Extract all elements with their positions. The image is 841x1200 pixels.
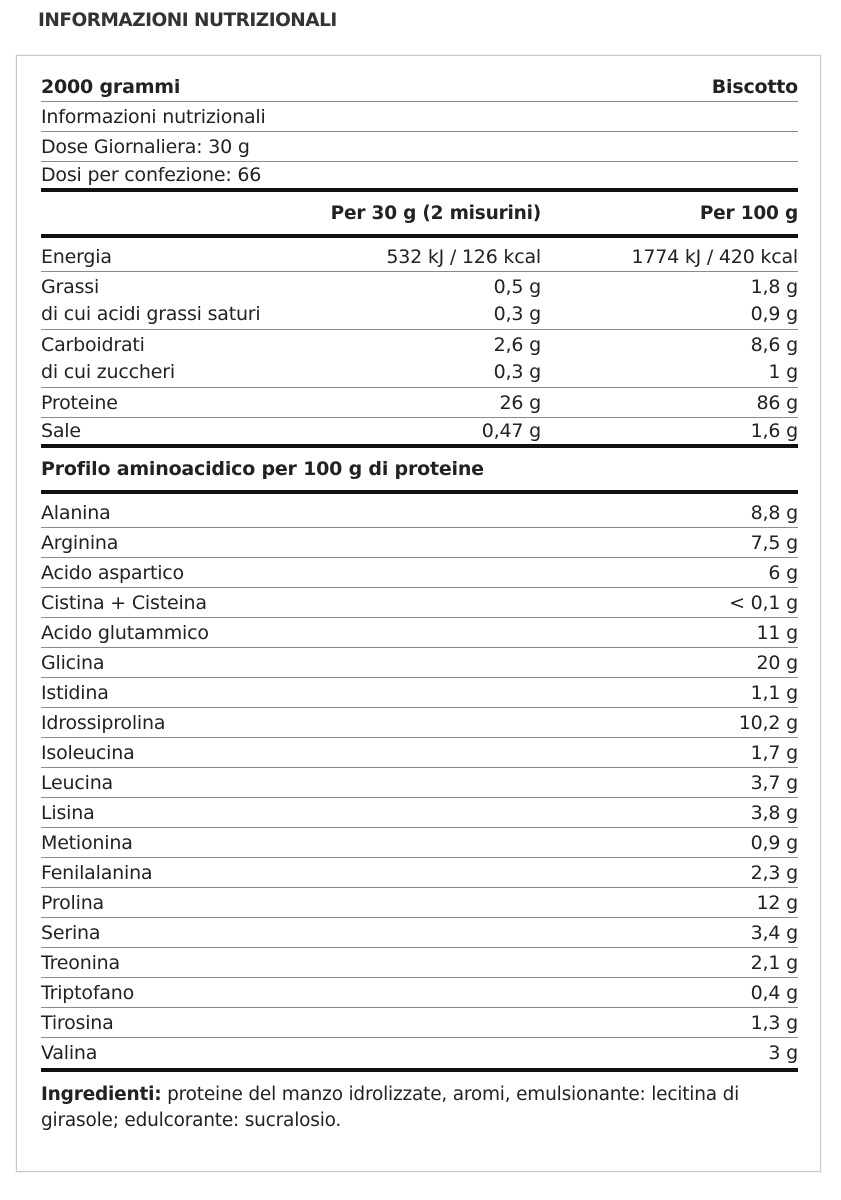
nutrient-row-proteine bbox=[41, 388, 798, 418]
nutrient-serving: 0,47 g bbox=[481, 420, 541, 442]
amino-name: Serina bbox=[41, 921, 101, 944]
nutrient-per100: 1,8 g bbox=[750, 275, 798, 298]
amino-row bbox=[41, 798, 798, 828]
nutrient-per100: 1774 kJ / 420 kcal bbox=[631, 245, 798, 268]
nutrient-group-carboidrati bbox=[41, 330, 798, 388]
servings-row bbox=[41, 162, 798, 192]
info-label-row bbox=[41, 102, 798, 132]
nutrient-group-grassi bbox=[41, 272, 798, 330]
info-label: Informazioni nutrizionali bbox=[41, 105, 266, 128]
nutrient-serving: 2,6 g bbox=[493, 333, 541, 356]
daily-dose-row bbox=[41, 132, 798, 162]
amino-value: 1,1 g bbox=[750, 681, 798, 704]
amino-name: Treonina bbox=[41, 951, 120, 974]
nutrient-row-carboidrati bbox=[41, 331, 798, 358]
amino-value: 3,8 g bbox=[750, 801, 798, 824]
amino-value: 3 g bbox=[768, 1042, 798, 1064]
amino-value: 0,9 g bbox=[750, 831, 798, 854]
nutrition-table bbox=[41, 72, 798, 1134]
nutrient-serving: 532 kJ / 126 kcal bbox=[386, 245, 541, 268]
product-weight-row bbox=[41, 72, 798, 102]
amino-name: Prolina bbox=[41, 891, 104, 914]
amino-name: Leucina bbox=[41, 771, 113, 794]
amino-name: Valina bbox=[41, 1042, 98, 1064]
amino-value: 3,4 g bbox=[750, 921, 798, 944]
nutrient-serving: 26 g bbox=[499, 391, 541, 414]
nutrient-name: Sale bbox=[41, 420, 81, 442]
ingredients-text: proteine del manzo idrolizzate, aromi, emulsionante: lecitina di girasole; edulcorante: sucralosio. bbox=[41, 1084, 740, 1131]
amino-name: Istidina bbox=[41, 681, 109, 704]
amino-row bbox=[41, 678, 798, 708]
nutrient-per100: 1 g bbox=[768, 360, 798, 383]
amino-profile-header bbox=[41, 448, 798, 494]
nutrient-row-zuccheri bbox=[41, 358, 798, 385]
amino-list bbox=[41, 494, 798, 1068]
amino-value: 3,7 g bbox=[750, 771, 798, 794]
amino-row bbox=[41, 708, 798, 738]
nutrition-header-row bbox=[41, 192, 798, 238]
amino-name: Fenilalanina bbox=[41, 861, 153, 884]
amino-row bbox=[41, 948, 798, 978]
nutrient-name: Carboidrati bbox=[41, 333, 145, 356]
amino-name: Alanina bbox=[41, 501, 111, 524]
amino-value: 7,5 g bbox=[750, 531, 798, 554]
amino-name: Glicina bbox=[41, 651, 105, 674]
amino-value: 11 g bbox=[756, 621, 798, 644]
amino-value: < 0,1 g bbox=[729, 591, 798, 614]
daily-dose: Dose Giornaliera: 30 g bbox=[41, 135, 250, 158]
nutrient-per100: 0,9 g bbox=[750, 302, 798, 325]
amino-row bbox=[41, 618, 798, 648]
nutrient-name: Grassi bbox=[41, 275, 100, 298]
amino-row bbox=[41, 978, 798, 1008]
amino-name: Metionina bbox=[41, 831, 133, 854]
product-weight: 2000 grammi bbox=[41, 75, 181, 98]
page-title: INFORMAZIONI NUTRIZIONALI bbox=[38, 10, 337, 31]
nutrient-name: Energia bbox=[41, 245, 112, 268]
amino-value: 1,7 g bbox=[750, 741, 798, 764]
column-header-serving: Per 30 g (2 misurini) bbox=[330, 202, 541, 224]
amino-row bbox=[41, 528, 798, 558]
nutrient-row-grassi bbox=[41, 273, 798, 300]
amino-value: 0,4 g bbox=[750, 981, 798, 1004]
ingredients bbox=[41, 1068, 798, 1134]
nutrient-row-energia bbox=[41, 242, 798, 272]
amino-value: 6 g bbox=[768, 561, 798, 584]
nutrient-serving: 0,3 g bbox=[493, 302, 541, 325]
nutrient-serving: 0,5 g bbox=[493, 275, 541, 298]
amino-name: Cistina + Cisteina bbox=[41, 591, 207, 614]
nutrient-per100: 1,6 g bbox=[750, 420, 798, 442]
nutrient-per100: 8,6 g bbox=[750, 333, 798, 356]
amino-value: 2,1 g bbox=[750, 951, 798, 974]
amino-profile-title: Profilo aminoacidico per 100 g di proteine bbox=[41, 458, 484, 480]
amino-value: 12 g bbox=[756, 891, 798, 914]
amino-row bbox=[41, 558, 798, 588]
amino-value: 1,3 g bbox=[750, 1011, 798, 1034]
amino-name: Idrossiprolina bbox=[41, 711, 166, 734]
amino-value: 2,3 g bbox=[750, 861, 798, 884]
column-header-100g: Per 100 g bbox=[699, 202, 798, 224]
ingredients-label: Ingredienti: bbox=[41, 1084, 162, 1105]
amino-row bbox=[41, 828, 798, 858]
nutrient-per100: 86 g bbox=[756, 391, 798, 414]
amino-value: 20 g bbox=[756, 651, 798, 674]
amino-value: 10,2 g bbox=[738, 711, 798, 734]
amino-row bbox=[41, 1008, 798, 1038]
amino-name: Acido glutammico bbox=[41, 621, 209, 644]
servings-per-pack: Dosi per confezione: 66 bbox=[41, 164, 262, 186]
amino-row bbox=[41, 498, 798, 528]
amino-name: Tirosina bbox=[41, 1011, 114, 1034]
amino-row bbox=[41, 858, 798, 888]
nutrient-name: Proteine bbox=[41, 391, 118, 414]
amino-row bbox=[41, 918, 798, 948]
amino-row bbox=[41, 738, 798, 768]
nutrient-row-saturi bbox=[41, 300, 798, 327]
nutrient-row-sale bbox=[41, 418, 798, 448]
amino-value: 8,8 g bbox=[750, 501, 798, 524]
nutrition-panel bbox=[16, 55, 821, 1172]
amino-name: Triptofano bbox=[41, 981, 135, 1004]
amino-row bbox=[41, 768, 798, 798]
nutrient-name: di cui acidi grassi saturi bbox=[41, 302, 261, 325]
amino-row bbox=[41, 888, 798, 918]
nutrient-name: di cui zuccheri bbox=[41, 360, 175, 383]
amino-name: Lisina bbox=[41, 801, 95, 824]
amino-name: Arginina bbox=[41, 531, 119, 554]
amino-name: Isoleucina bbox=[41, 741, 135, 764]
amino-row bbox=[41, 648, 798, 678]
amino-name: Acido aspartico bbox=[41, 561, 184, 584]
product-flavor: Biscotto bbox=[711, 75, 798, 98]
nutrient-serving: 0,3 g bbox=[493, 360, 541, 383]
amino-row bbox=[41, 1038, 798, 1068]
amino-row bbox=[41, 588, 798, 618]
